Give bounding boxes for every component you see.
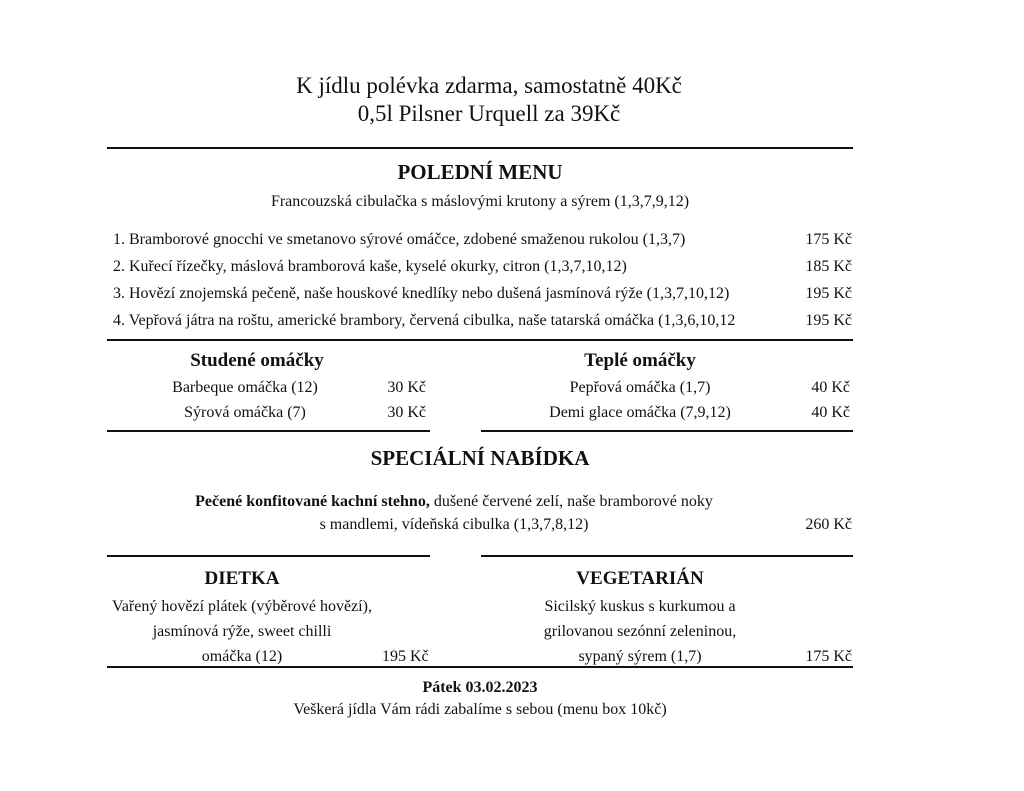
vegetarian-line-3: sypaný sýrem (1,7) (578, 648, 702, 665)
cold-sauce-2-price: 30 Kč (387, 404, 426, 421)
menu-item-1-price: 175 Kč (805, 231, 852, 248)
date: Pátek 03.02.2023 (422, 679, 538, 696)
menu-item-2: 2. Kuřecí řízečky, máslová bramborová kaše, kyselé okurky, citron (1,3,7,10,12) (113, 258, 627, 275)
vegetarian-line-1: Sicilský kuskus s kurkumou a (544, 598, 736, 615)
diet-line-1: Vařený hovězí plátek (výběrové hovězí), (112, 598, 372, 615)
menu-item-3: 3. Hovězí znojemská pečeně, naše houskové knedlíky nebo dušená jasmínová rýže (1,3,7,10,12) (113, 285, 730, 302)
special-offer-line-2: s mandlemi, vídeňská cibulka (1,3,7,8,12) (319, 516, 589, 533)
header-line-2: 0,5l Pilsner Urquell za 39Kč (357, 101, 621, 126)
divider (107, 555, 430, 557)
special-offer-title: SPECIÁLNÍ NABÍDKA (370, 446, 590, 470)
menu-item-4: 4. Vepřová játra na roštu, americké brambory, červená cibulka, naše tatarská omáčka (1,3,6,10,12 (113, 312, 736, 329)
menu-item-4-price: 195 Kč (780, 311, 852, 331)
divider (481, 430, 853, 432)
diet-price: 195 Kč (382, 648, 429, 665)
vegetarian-line-2: grilovanou sezónní zeleninou, (543, 623, 737, 640)
cold-sauce-1: Barbeque omáčka (12) (172, 379, 318, 396)
menu-item-2-price: 185 Kč (805, 258, 852, 275)
cold-sauces-title: Studené omáčky (190, 350, 324, 371)
special-offer-sides: dušené červené zelí, naše bramborové noky (429, 493, 713, 510)
warm-sauce-1: Pepřová omáčka (1,7) (569, 379, 711, 396)
vegetarian-price: 175 Kč (805, 648, 852, 665)
warm-sauce-2-price: 40 Kč (811, 404, 850, 421)
divider (107, 666, 853, 668)
special-offer-price: 260 Kč (805, 516, 852, 533)
diet-title: DIETKA (204, 568, 280, 589)
takeaway-note: Veškerá jídla Vám rádi zabalíme s sebou (menu box 10kč) (293, 701, 667, 718)
cold-sauce-2: Sýrová omáčka (7) (184, 404, 306, 421)
menu-item-1: 1. Bramborové gnocchi ve smetanovo sýrové omáčce, zdobené smaženou rukolou (1,3,7) (113, 231, 686, 248)
special-offer-dish-name: Pečené konfitované kachní stehno, (195, 493, 430, 510)
vegetarian-title: VEGETARIÁN (576, 568, 704, 589)
warm-sauce-1-price: 40 Kč (811, 379, 850, 396)
diet-line-3: omáčka (12) (201, 648, 283, 665)
cold-sauce-1-price: 30 Kč (387, 379, 426, 396)
soup-of-day: Francouzská cibulačka s máslovými krutony a sýrem (1,3,7,9,12) (270, 193, 690, 210)
menu-item-3-price: 195 Kč (805, 285, 852, 302)
divider (107, 147, 853, 149)
divider (107, 339, 853, 341)
diet-line-2: jasmínová rýže, sweet chilli (152, 623, 332, 640)
warm-sauce-2: Demi glace omáčka (7,9,12) (549, 404, 731, 421)
divider (481, 555, 853, 557)
special-offer-line-1 (0, 492, 908, 512)
warm-sauces-title: Teplé omáčky (584, 350, 696, 371)
lunch-menu-title: POLEDNÍ MENU (397, 160, 563, 184)
header-line-1: K jídlu polévka zdarma, samostatně 40Kč (296, 73, 682, 98)
divider (107, 430, 430, 432)
